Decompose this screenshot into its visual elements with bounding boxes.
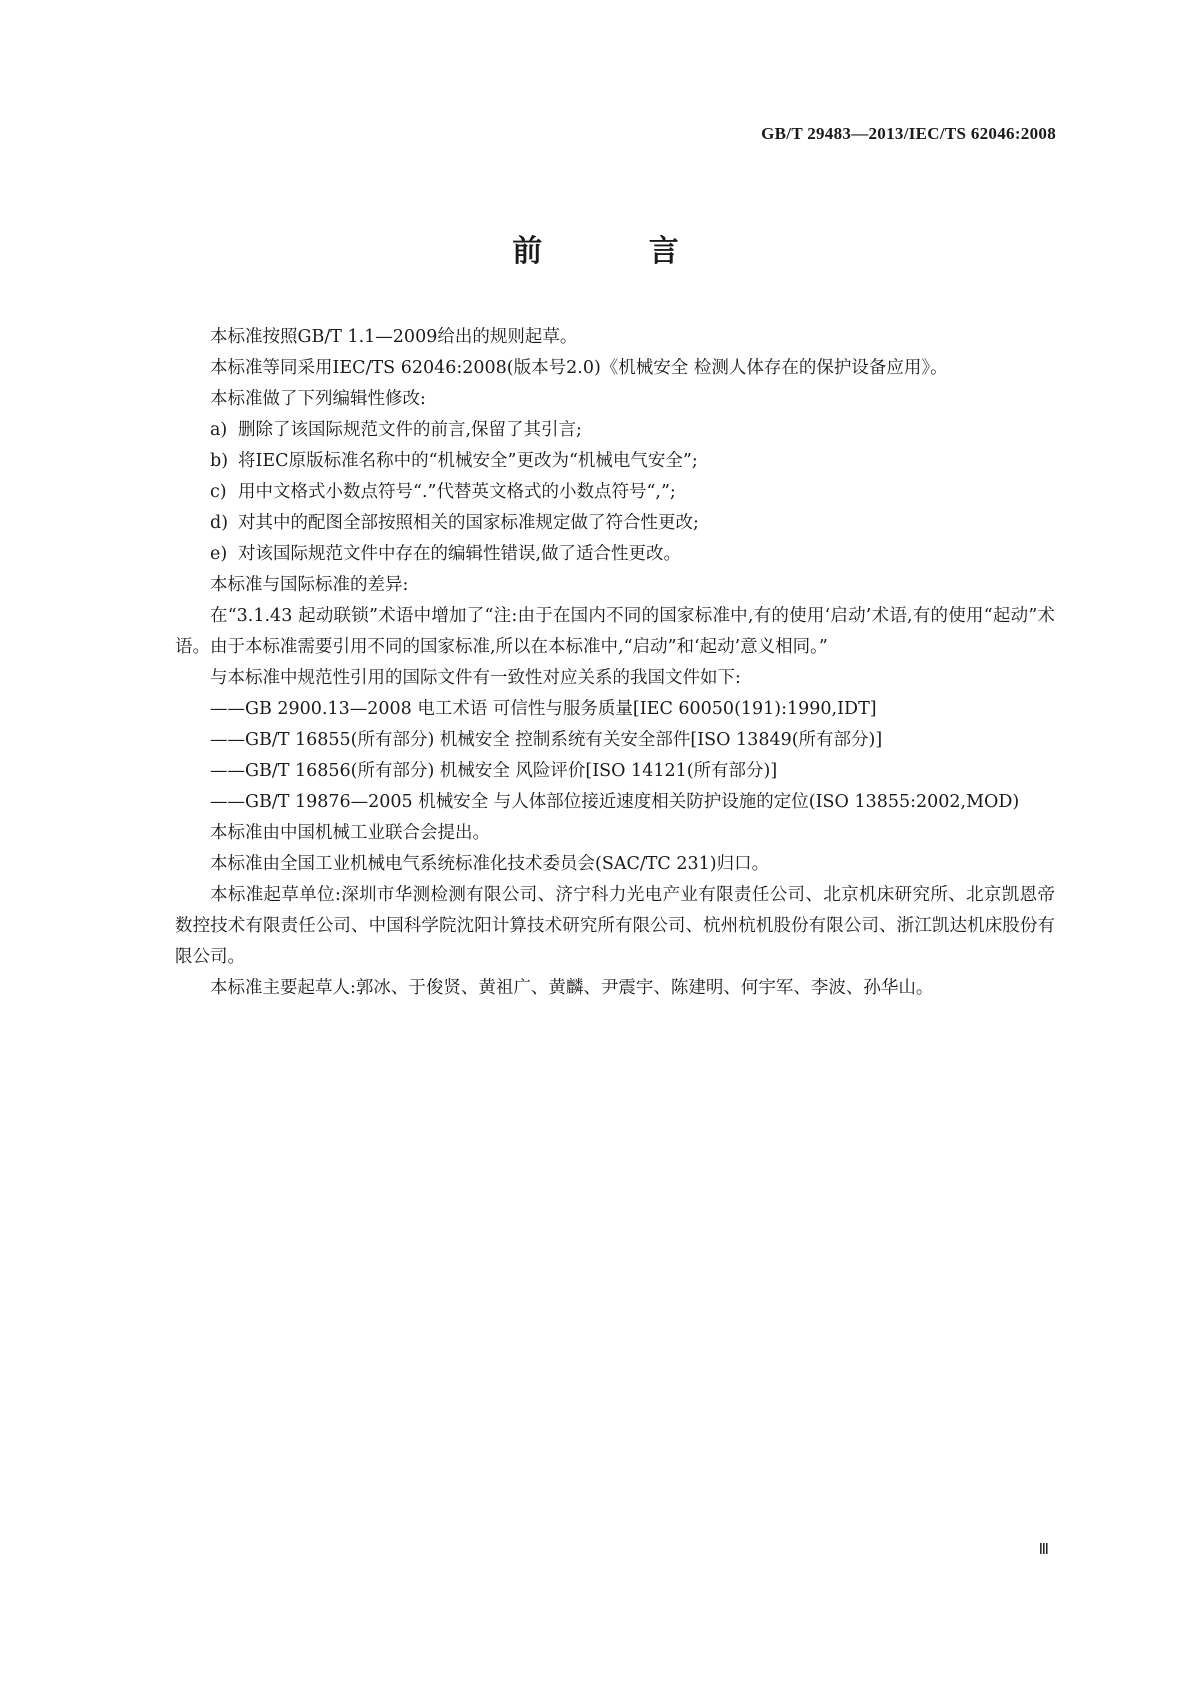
list-item-text: 用中文格式小数点符号“.”代替英文格式的小数点符号“,”; [238,482,676,502]
list-marker: e) [210,544,228,564]
page-number: Ⅲ [1038,1542,1049,1558]
list-item-text: 对其中的配图全部按照相关的国家标准规定做了符合性更改; [238,513,699,533]
list-item-edit-a [175,415,1055,446]
reference-item: ——GB 2900.13—2008 电工术语 可信性与服务质量[IEC 60050(191):1990,IDT] [210,699,877,719]
paragraph-drafting-units: 本标准起草单位:深圳市华测检测有限公司、济宁科力光电产业有限责任公司、北京机床研究所、北京凯恩帝数控技术有限责任公司、中国科学院沈阳计算技术研究所有限公司、杭州杭机股份有限公司、浙江凯达机床股份有限公司。 [175,885,1055,967]
reference-item: ——GB/T 19876—2005 机械安全 与人体部位接近速度相关防护设施的定位(ISO 13855:2002,MOD) [210,792,1020,812]
paragraph-references-intro: 与本标准中规范性引用的国际文件有一致性对应关系的我国文件如下: [210,668,741,688]
standard-code-header: GB/T 29483—2013/IEC/TS 62046:2008 [761,124,1056,143]
list-item-edit-e [175,539,1055,570]
list-marker: d) [210,513,229,533]
list-marker: c) [210,482,227,502]
paragraph-drafting-rules: 本标准按照GB/T 1.1—2009给出的规则起草。 [210,327,578,347]
list-marker: a) [210,420,228,440]
list-item-text: 对该国际规范文件中存在的编辑性错误,做了适合性更改。 [238,544,682,564]
paragraph-proposed-by: 本标准由中国机械工业联合会提出。 [210,823,490,843]
list-item-text: 将IEC原版标准名称中的“机械安全”更改为“机械电气安全”; [238,451,698,471]
paragraph-differences-intro: 本标准与国际标准的差异: [210,575,409,595]
paragraph-drafters: 本标准主要起草人:郭冰、于俊贤、黄祖广、黄麟、尹震宇、陈建明、何宇军、李波、孙华山。 [210,978,934,998]
paragraph-differences: 在“3.1.43 起动联锁”术语中增加了“注:由于在国内不同的国家标准中,有的使用‘启动’术语,有的使用“起动”术语。由于本标准需要引用不同的国家标准,所以在本标准中,“启动”和‘起动’意义相同。” [175,606,1055,657]
paragraph-edits-intro: 本标准做了下列编辑性修改: [210,389,426,409]
list-item-edit-b [175,446,1055,477]
paragraph-centralized-by: 本标准由全国工业机械电气系统标准化技术委员会(SAC/TC 231)归口。 [210,854,770,874]
reference-item: ——GB/T 16855(所有部分) 机械安全 控制系统有关安全部件[ISO 13849(所有部分)] [210,730,883,750]
reference-item: ——GB/T 16856(所有部分) 机械安全 风险评价[ISO 14121(所有部分)] [210,761,778,781]
foreword-body [175,322,1055,1004]
list-item-text: 删除了该国际规范文件的前言,保留了其引言; [238,420,582,440]
list-item-edit-d [175,508,1055,539]
paragraph-adoption: 本标准等同采用IEC/TS 62046:2008(版本号2.0)《机械安全 检测人体存在的保护设备应用》。 [210,358,948,378]
list-item-edit-c [175,477,1055,508]
page-title: 前 言 [512,234,727,269]
list-marker: b) [210,451,229,471]
